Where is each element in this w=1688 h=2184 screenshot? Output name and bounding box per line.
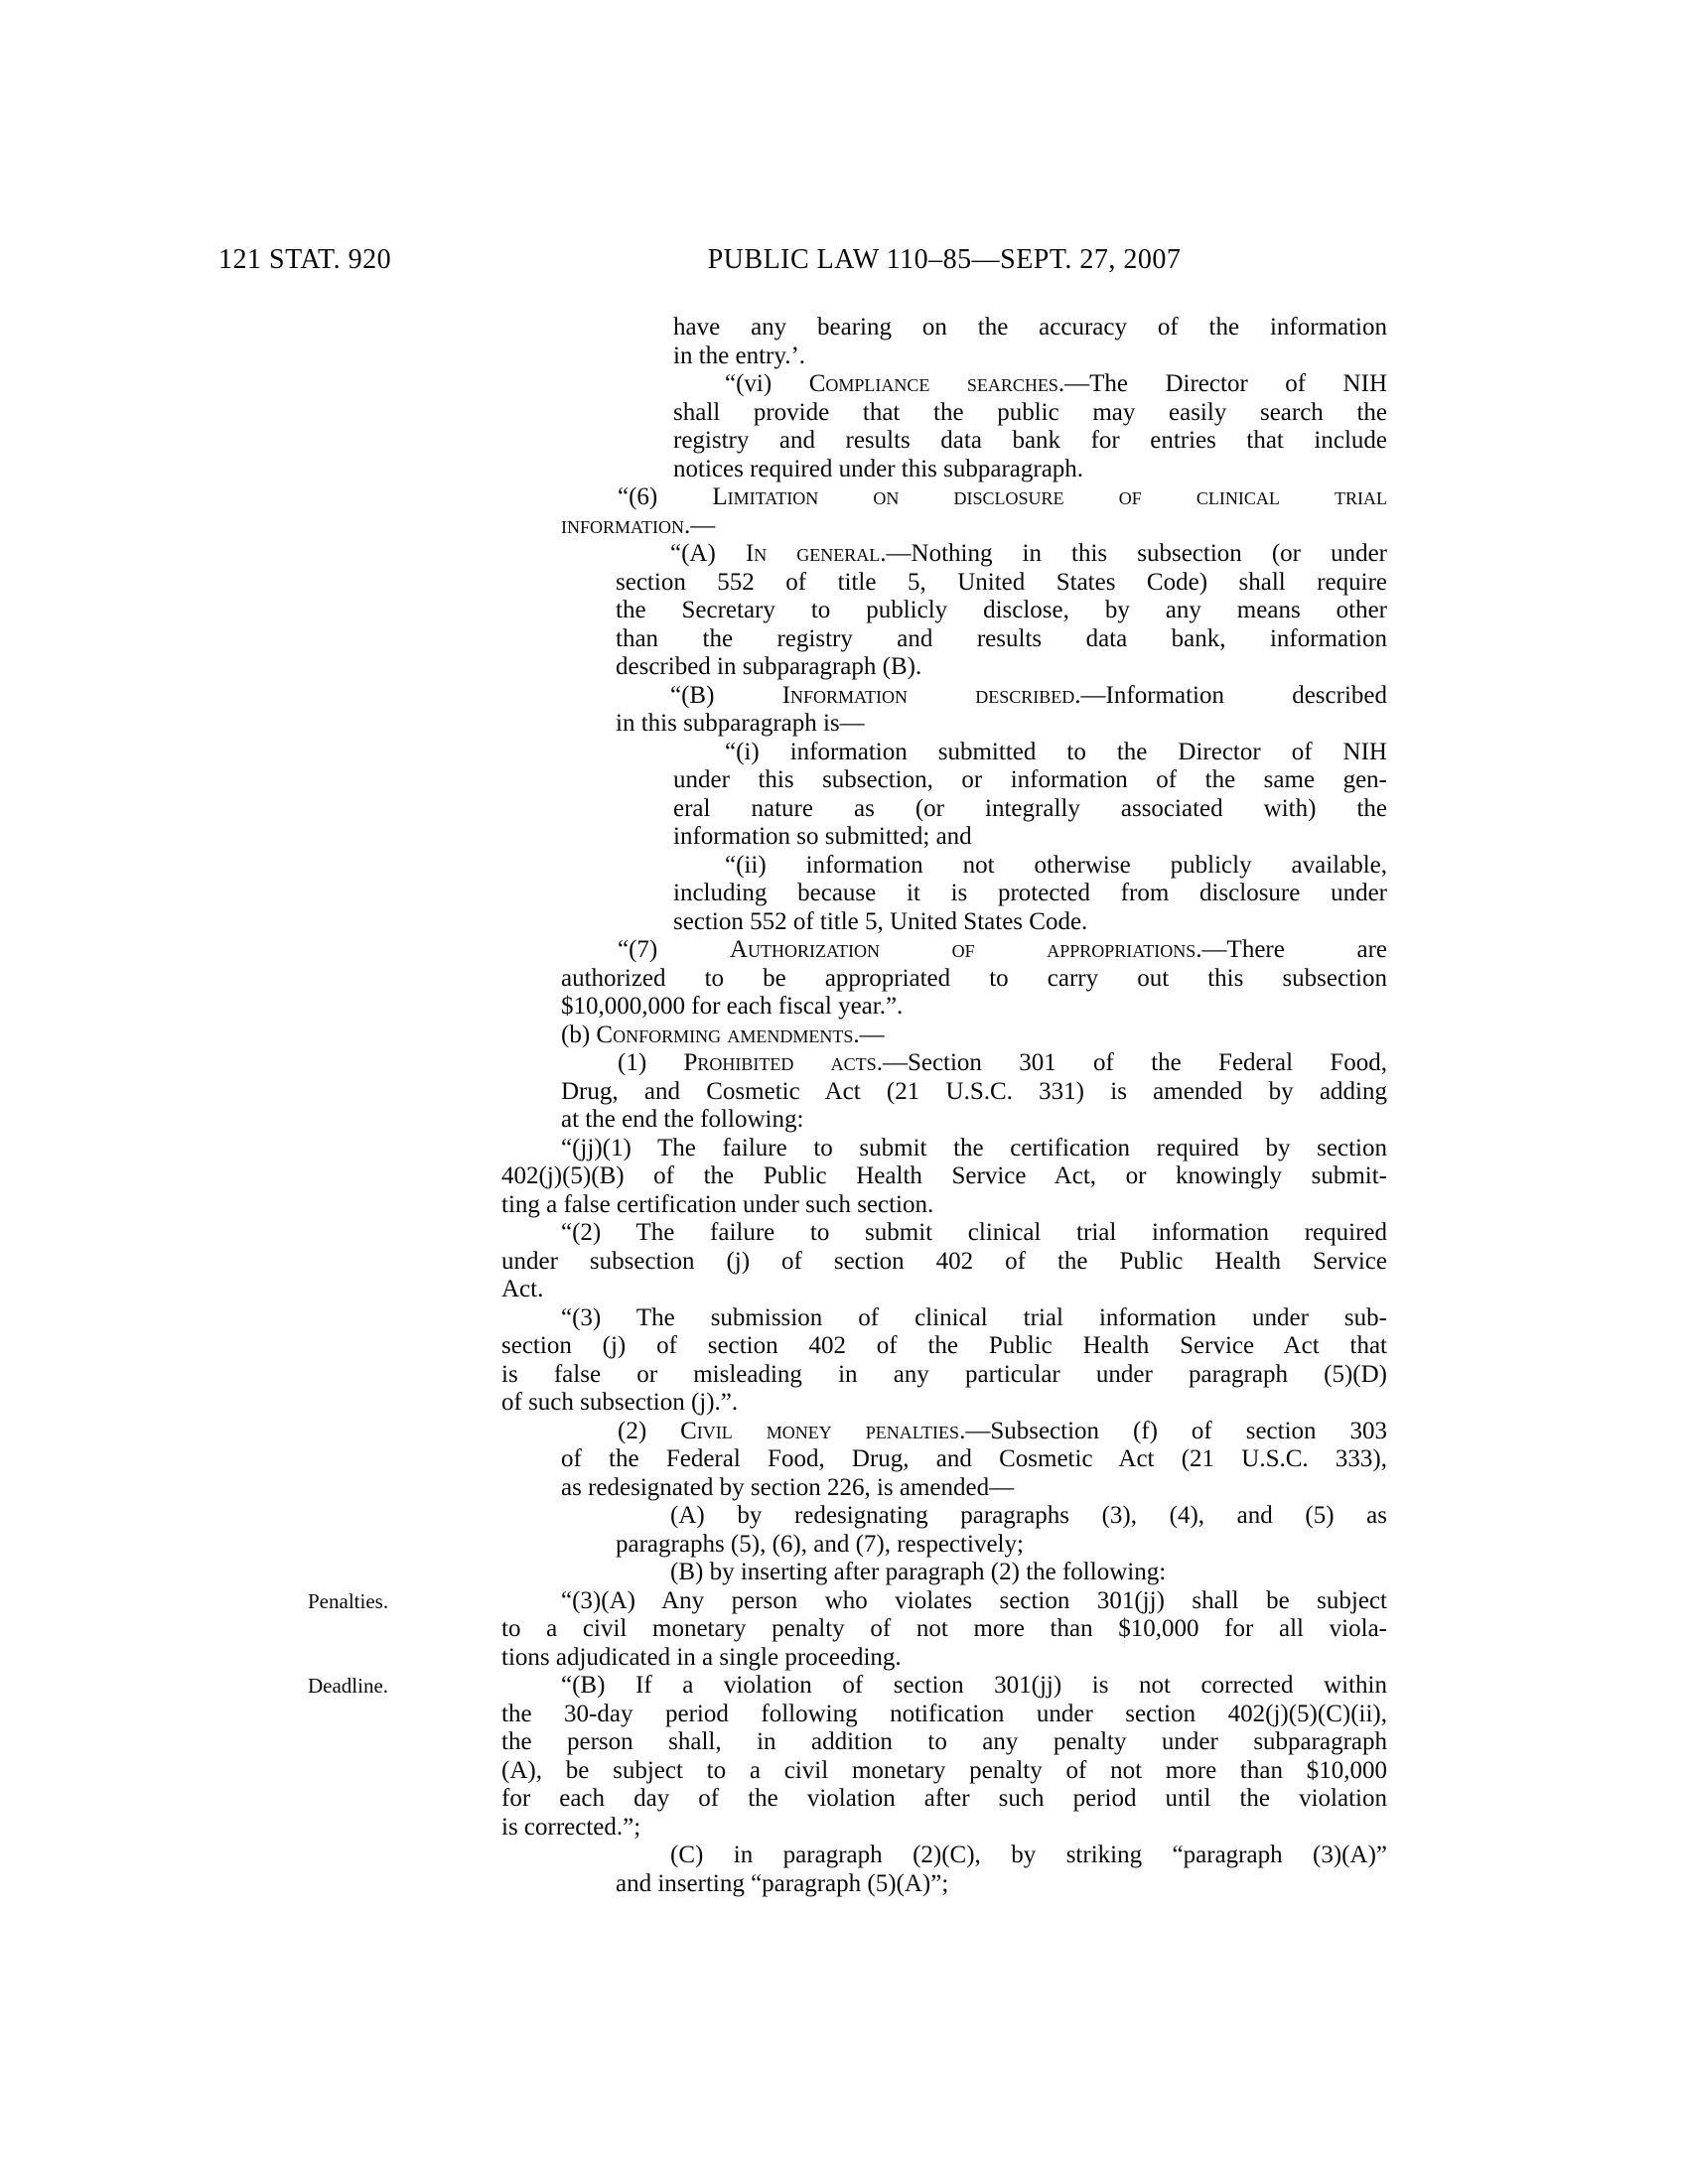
- text-line: “(3)(A) Any person who violates section 301(jj) shall be subject: [561, 1586, 1387, 1614]
- text-line: section 552 of title 5, United States Code) shall require: [616, 568, 1387, 596]
- text-line: as redesignated by section 226, is amended—: [561, 1473, 1015, 1501]
- text-line: and inserting “paragraph (5)(A)”;: [616, 1869, 949, 1897]
- law-title-header: PUBLIC LAW 110–85—SEPT. 27, 2007: [707, 244, 1182, 275]
- small-caps-heading: Limitation on disclosure of clinical trial: [712, 483, 1387, 510]
- statute-paragraph: [616, 540, 1387, 682]
- text-line: under subsection (j) of section 402 of the Public Health Service: [501, 1247, 1387, 1275]
- text-line: registry and results data bank for entries that include: [673, 427, 1387, 454]
- statute-paragraph: [673, 314, 1387, 370]
- small-caps-heading: information: [561, 511, 685, 539]
- statute-paragraph: [616, 1502, 1387, 1559]
- statute-paragraph: [616, 1559, 1387, 1587]
- text-line: ting a false certification under such section.: [501, 1190, 934, 1218]
- text-line: including because it is protected from disclosure under: [673, 880, 1387, 906]
- text-line: paragraphs (5), (6), and (7), respectively;: [616, 1530, 1024, 1558]
- text-line: (A), be subject to a civil monetary penalty of not more than $10,000: [501, 1756, 1387, 1784]
- margin-note: Penalties.: [308, 1588, 389, 1613]
- text-line: “(6) Limitation on disclosure of clinical trial: [618, 483, 1387, 510]
- statute-paragraph: [561, 1418, 1387, 1503]
- text-line: to a civil monetary penalty of not more than $10,000 for all viola-: [501, 1615, 1387, 1642]
- text-line: “(B) Information described.—Information described: [670, 681, 1387, 709]
- text-line: (b) Conforming amendments.—: [561, 1021, 885, 1048]
- text-line: for each day of the violation after such period until the violation: [501, 1785, 1387, 1812]
- text-line: section 552 of title 5, United States Code.: [673, 907, 1088, 935]
- text-line: information so submitted; and: [673, 823, 972, 850]
- margin-notes-rail: [308, 0, 487, 2184]
- statute-paragraph: [561, 936, 1387, 1022]
- text-line: section (j) of section 402 of the Public Health Service Act that: [501, 1332, 1387, 1359]
- text-line: the 30-day period following notification under section 402(j)(5)(C)(ii),: [501, 1700, 1387, 1727]
- text-line: (A) by redesignating paragraphs (3), (4), and (5) as: [670, 1502, 1387, 1529]
- text-line: the person shall, in addition to any penalty under subparagraph: [501, 1728, 1387, 1755]
- text-line: 402(j)(5)(B) of the Public Health Service Act, or knowingly submit-: [501, 1162, 1387, 1189]
- text-line: “(7) Authorization of appropriations.—There are: [618, 936, 1387, 963]
- text-line: “(i) information submitted to the Director of NIH: [725, 738, 1387, 765]
- small-caps-heading: Conforming amendments: [596, 1021, 854, 1048]
- text-line: $10,000,000 for each fiscal year.”.: [561, 993, 904, 1020]
- statute-paragraph: [616, 682, 1387, 739]
- text-line: (C) in paragraph (2)(C), by striking “paragraph (3)(A)”: [670, 1842, 1387, 1868]
- small-caps-heading: Information described: [781, 681, 1075, 709]
- statute-paragraph: [561, 483, 1387, 540]
- stat-page-number: 121 STAT. 920: [218, 244, 392, 275]
- text-line: is false or misleading in any particular under paragraph (5)(D): [501, 1360, 1387, 1388]
- text-line: “(B) If a violation of section 301(jj) is not corrected within: [561, 1672, 1387, 1699]
- text-line: than the registry and results data bank, information: [616, 624, 1387, 652]
- statute-paragraph: [616, 1842, 1387, 1898]
- statute-paragraph: [673, 852, 1387, 937]
- statute-paragraph: [501, 1587, 1387, 1673]
- text-line: under this subsection, or information of the same gen-: [673, 766, 1387, 793]
- text-line: have any bearing on the accuracy of the information: [673, 314, 1387, 341]
- text-line: (2) Civil money penalties.—Subsection (f) of section 303: [618, 1417, 1387, 1444]
- statute-paragraph: [673, 739, 1387, 852]
- text-line: eral nature as (or integrally associated with) the: [673, 794, 1387, 822]
- text-line: shall provide that the public may easily search the: [673, 398, 1387, 426]
- statute-paragraph: [561, 1049, 1387, 1135]
- text-line: at the end the following:: [561, 1106, 804, 1133]
- small-caps-heading: Compliance searches: [808, 370, 1058, 397]
- text-line: Act.: [501, 1276, 544, 1302]
- margin-note: Deadline.: [308, 1674, 389, 1698]
- statute-paragraph: [501, 1304, 1387, 1418]
- small-caps-heading: Civil money penalties: [680, 1417, 960, 1444]
- statute-paragraph: [501, 1135, 1387, 1220]
- text-line: the Secretary to publicly disclose, by any means other: [616, 597, 1387, 623]
- text-line: is corrected.”;: [501, 1813, 641, 1841]
- text-line: in the entry.’.: [673, 341, 806, 369]
- text-line: “(jj)(1) The failure to submit the certification required by section: [561, 1134, 1387, 1161]
- statute-paragraph: [501, 1672, 1387, 1842]
- small-caps-heading: In general: [745, 540, 881, 567]
- small-caps-heading: Prohibited acts: [683, 1049, 877, 1076]
- text-line: (B) by inserting after paragraph (2) the following:: [670, 1559, 1167, 1585]
- text-line: of such subsection (j).”.: [501, 1389, 739, 1416]
- text-line: “(vi) Compliance searches.—The Director of NIH: [725, 370, 1387, 397]
- text-line: in this subparagraph is—: [616, 710, 865, 737]
- text-line: described in subparagraph (B).: [616, 653, 922, 680]
- text-line: “(3) The submission of clinical trial information under sub-: [561, 1303, 1387, 1331]
- statute-paragraph: [501, 1219, 1387, 1304]
- text-line: authorized to be appropriated to carry out this subsection: [561, 964, 1387, 992]
- statute-text-column: [501, 314, 1387, 1898]
- text-line: tions adjudicated in a single proceeding.: [501, 1643, 902, 1671]
- text-line: “(ii) information not otherwise publicly available,: [725, 851, 1387, 879]
- text-line: notices required under this subparagraph.: [673, 455, 1084, 482]
- text-line: “(2) The failure to submit clinical trial information required: [561, 1219, 1387, 1246]
- statute-paragraph: [501, 1022, 1387, 1050]
- text-line: “(A) In general.—Nothing in this subsection (or under: [670, 540, 1387, 567]
- text-line: information.—: [561, 511, 716, 539]
- small-caps-heading: Authorization of appropriations: [729, 936, 1196, 963]
- text-line: (1) Prohibited acts.—Section 301 of the Federal Food,: [618, 1049, 1387, 1076]
- statute-paragraph: [673, 370, 1387, 483]
- text-line: of the Federal Food, Drug, and Cosmetic Act (21 U.S.C. 333),: [561, 1445, 1387, 1472]
- text-line: Drug, and Cosmetic Act (21 U.S.C. 331) is amended by adding: [561, 1077, 1387, 1105]
